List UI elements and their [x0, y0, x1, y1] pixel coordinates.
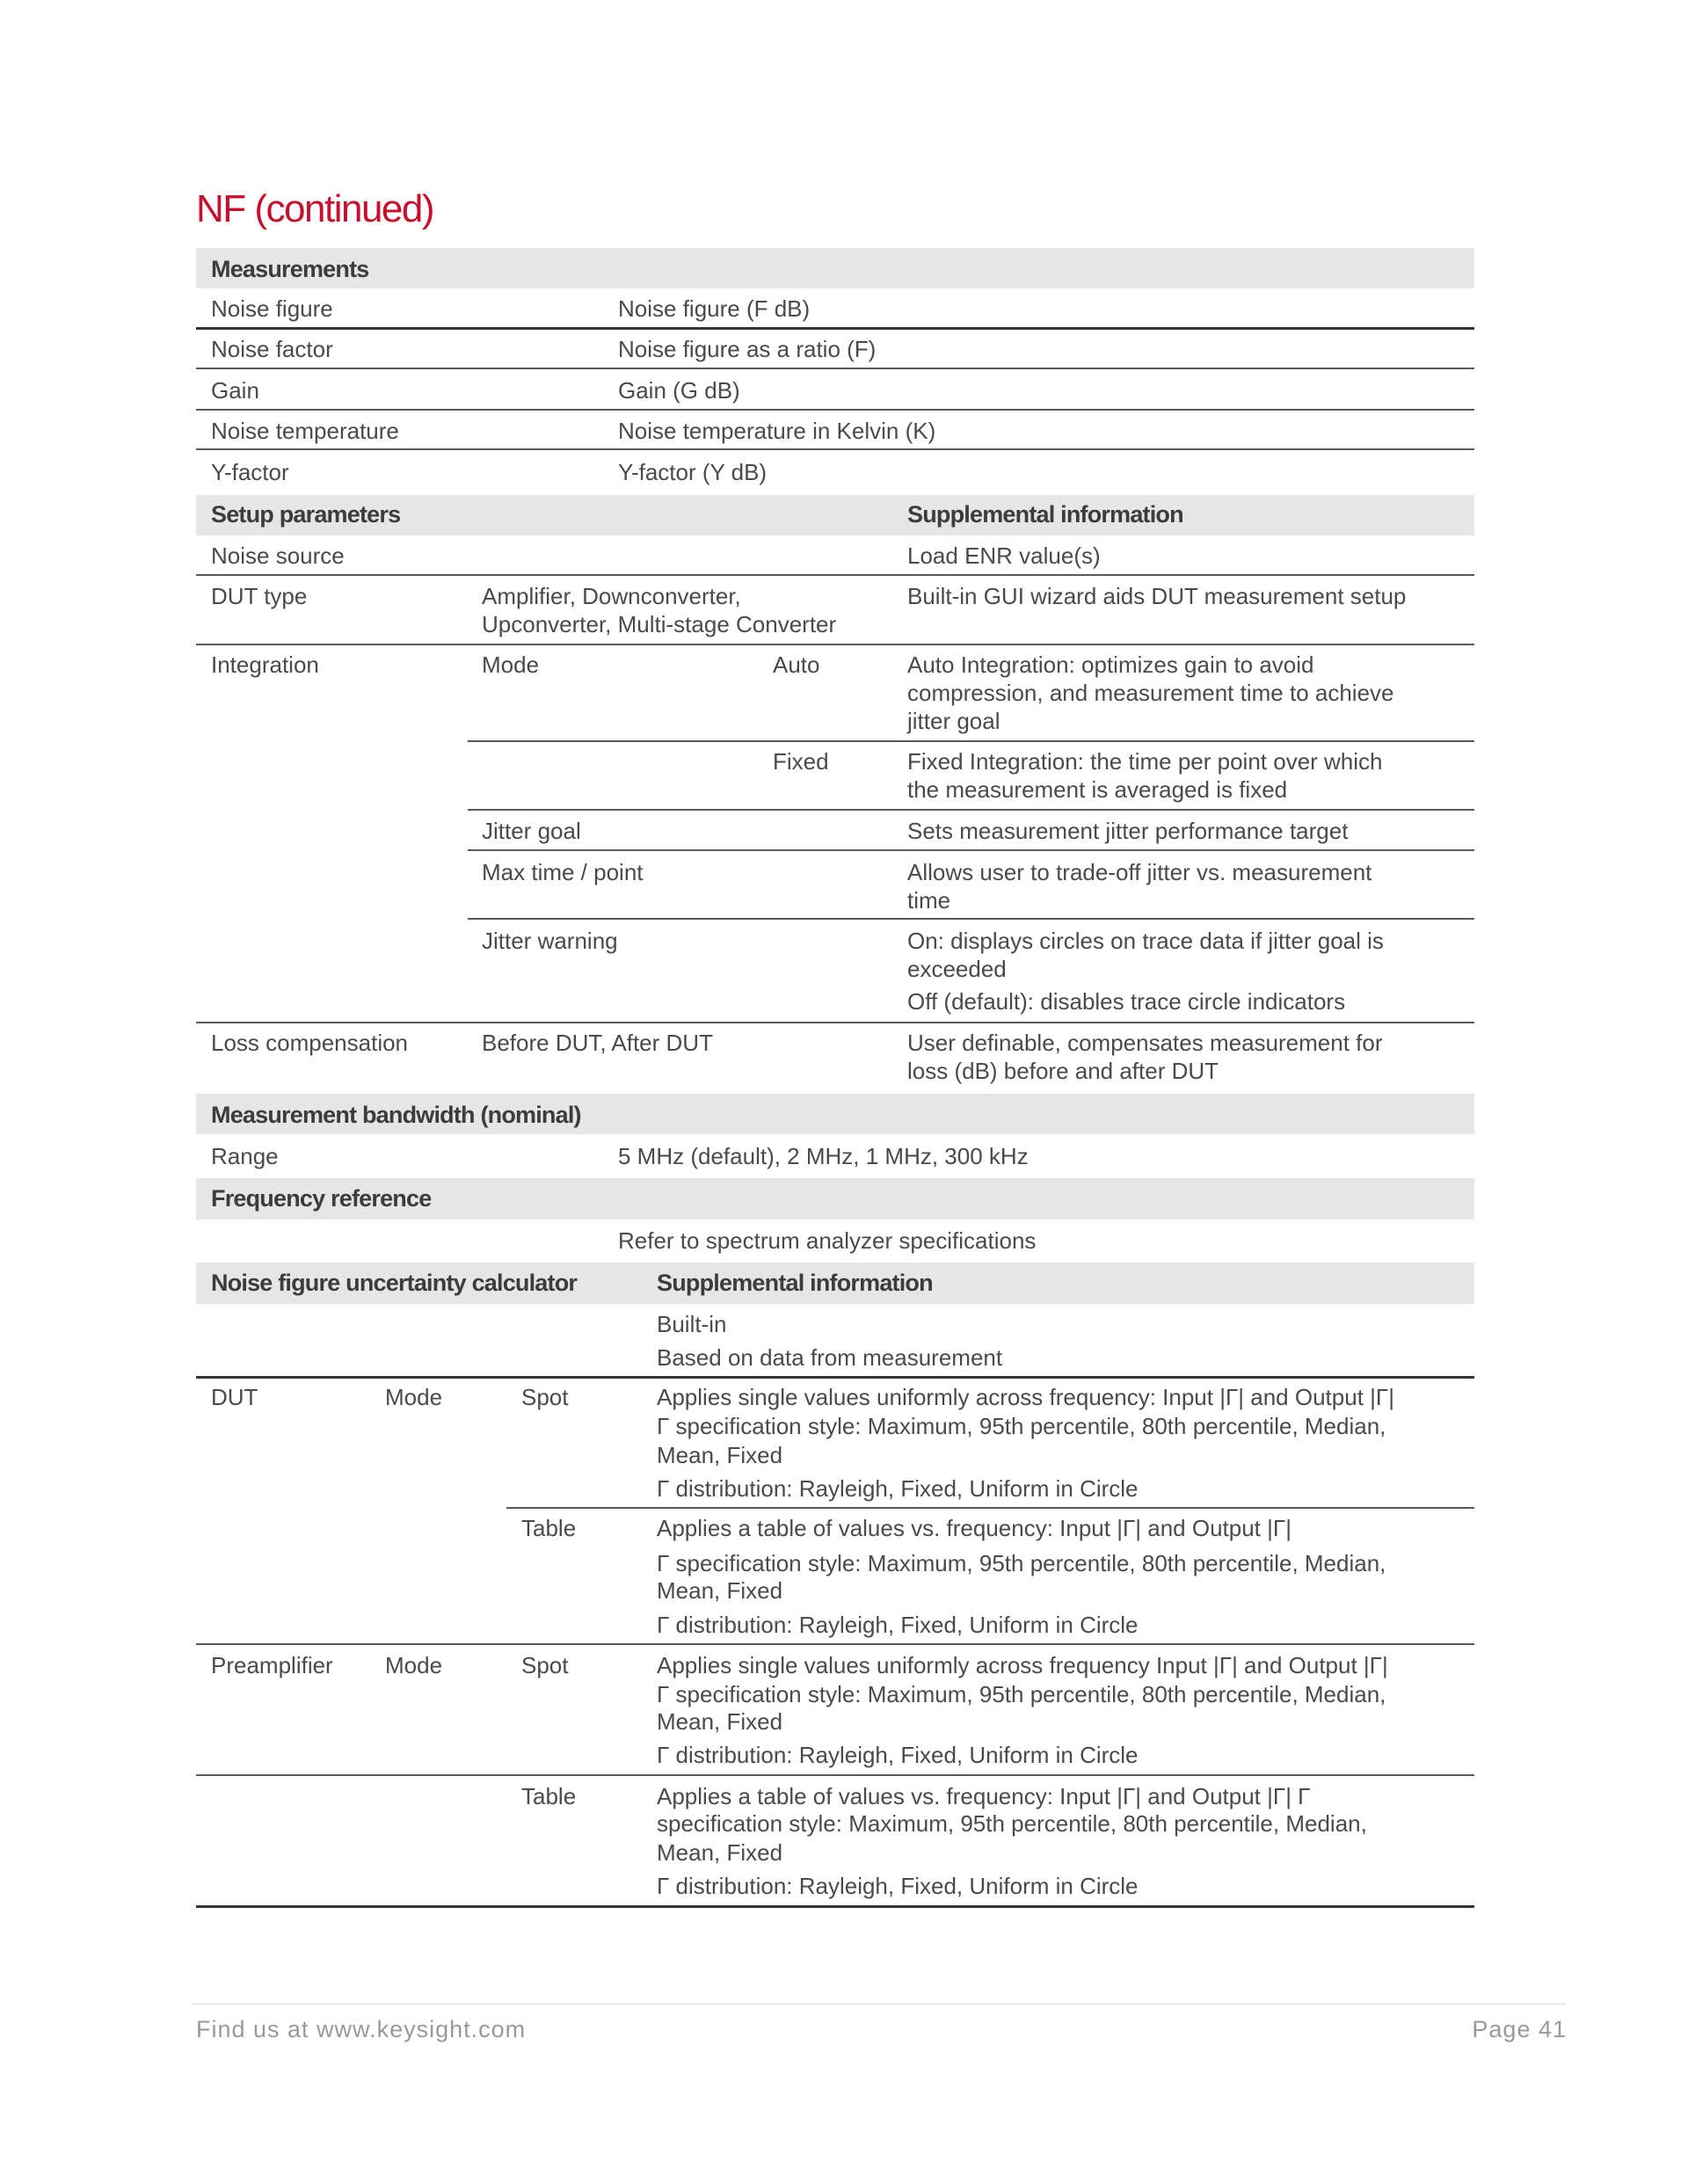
bandwidth-header: Measurement bandwidth (nominal): [211, 1102, 581, 1128]
nfu-supp-header: Supplemental information: [657, 1270, 933, 1296]
max-time-label: Max time / point: [482, 859, 644, 885]
loss-comp-value: Before DUT, After DUT: [482, 1030, 713, 1056]
row-divider: [196, 368, 1474, 369]
max-time-supp: Allows user to trade-off jitter vs. measurement: [907, 859, 1372, 885]
page-number: Page 41: [1472, 2016, 1567, 2042]
dut-type-label: DUT type: [211, 583, 308, 609]
nfu-intro: Based on data from measurement: [657, 1344, 1003, 1371]
range-value: 5 MHz (default), 2 MHz, 1 MHz, 300 kHz: [618, 1143, 1029, 1169]
row-divider: [196, 448, 1474, 450]
noise-source-supp: Load ENR value(s): [907, 542, 1101, 569]
integration-auto: Auto: [773, 652, 820, 678]
setup-supp-header: Supplemental information: [907, 501, 1183, 528]
jitter-goal-supp: Sets measurement jitter performance target: [907, 818, 1349, 844]
measurement-name: Gain: [211, 377, 259, 404]
nfu-table-label: Table: [521, 1783, 577, 1809]
auto-supp: jitter goal: [907, 708, 1000, 734]
nfu-supp: Γ distribution: Rayleigh, Fixed, Uniform in Circle: [657, 1612, 1139, 1638]
freqref-header: Frequency reference: [211, 1185, 432, 1212]
loss-comp-supp: User definable, compensates measurement for: [907, 1030, 1383, 1056]
row-divider: [196, 574, 1474, 576]
nfu-intro: Built-in: [657, 1311, 727, 1337]
setup-header: Setup parameters: [211, 501, 401, 528]
integration-label: Integration: [211, 652, 319, 678]
nfu-spot-label: Spot: [521, 1384, 569, 1410]
measurement-value: Gain (G dB): [618, 377, 740, 404]
nfu-mode-label: Mode: [385, 1652, 443, 1678]
nfu-supp: Applies single values uniformly across frequency: Input |Γ| and Output |Γ|: [657, 1384, 1394, 1410]
range-label: Range: [211, 1143, 279, 1169]
nfu-mode-label: Mode: [385, 1384, 443, 1410]
nfu-supp: Mean, Fixed: [657, 1708, 783, 1735]
measurement-name: Noise temperature: [211, 418, 399, 444]
nfu-spot-label: Spot: [521, 1652, 569, 1678]
row-divider: [196, 1022, 1474, 1023]
jitter-warning-off: Off (default): disables trace circle indicators: [907, 988, 1346, 1015]
row-divider: [468, 740, 1474, 742]
jitter-warning-label: Jitter warning: [482, 928, 618, 954]
measurements-header: Measurements: [211, 256, 369, 282]
loss-comp-supp: loss (dB) before and after DUT: [907, 1058, 1219, 1084]
row-divider: [196, 1376, 1474, 1379]
dut-type-value: Amplifier, Downconverter,: [482, 583, 741, 609]
row-divider: [196, 1774, 1474, 1776]
loss-comp-label: Loss compensation: [211, 1030, 409, 1056]
jitter-goal-label: Jitter goal: [482, 818, 581, 844]
measurement-value: Noise figure (F dB): [618, 295, 811, 322]
nfu-supp: Γ distribution: Rayleigh, Fixed, Uniform in Circle: [657, 1742, 1139, 1768]
row-divider: [468, 849, 1474, 851]
nfu-supp: Γ distribution: Rayleigh, Fixed, Uniform in Circle: [657, 1873, 1139, 1899]
row-divider: [468, 809, 1474, 811]
nfu-preamp-label: Preamplifier: [211, 1652, 333, 1678]
row-divider: [506, 1507, 1474, 1509]
nfu-supp: Mean, Fixed: [657, 1839, 783, 1866]
noise-source-label: Noise source: [211, 542, 345, 569]
row-divider: [468, 918, 1474, 920]
nfu-supp: Mean, Fixed: [657, 1577, 783, 1604]
nfu-table-label: Table: [521, 1515, 577, 1541]
fixed-supp: Fixed Integration: the time per point over which: [907, 748, 1383, 775]
nfu-header: Noise figure uncertainty calculator: [211, 1270, 578, 1296]
footer-rule: [191, 2004, 1567, 2005]
row-divider: [196, 409, 1474, 411]
auto-supp: Auto Integration: optimizes gain to avoid: [907, 652, 1314, 678]
integration-fixed: Fixed: [773, 748, 829, 775]
measurements-header-band: [196, 248, 1474, 288]
nfu-dut-label: DUT: [211, 1384, 258, 1410]
nfu-supp: specification style: Maximum, 95th percentile, 80th percentile, Median,: [657, 1810, 1367, 1837]
table-bottom-rule: [196, 1905, 1474, 1908]
nfu-supp: Applies a table of values vs. frequency: Input |Γ| and Output |Γ| Γ: [657, 1783, 1311, 1809]
nfu-supp: Γ specification style: Maximum, 95th percentile, 80th percentile, Median,: [657, 1681, 1386, 1707]
measurement-name: Noise figure: [211, 295, 333, 322]
nfu-supp: Applies single values uniformly across frequency Input |Γ| and Output |Γ|: [657, 1652, 1388, 1678]
nfu-supp: Mean, Fixed: [657, 1442, 783, 1468]
measurement-value: Noise temperature in Kelvin (K): [618, 418, 936, 444]
dut-type-value: Upconverter, Multi-stage Converter: [482, 611, 837, 637]
measurement-value: Noise figure as a ratio (F): [618, 336, 877, 362]
row-divider: [196, 327, 1474, 330]
footer-link[interactable]: Find us at www.keysight.com: [196, 2016, 527, 2042]
jitter-warning-supp: exceeded: [907, 956, 1007, 982]
page-title: NF (continued): [196, 187, 434, 230]
nfu-supp: Applies a table of values vs. frequency: Input |Γ| and Output |Γ|: [657, 1515, 1291, 1541]
integration-mode-label: Mode: [482, 652, 540, 678]
measurement-name: Noise factor: [211, 336, 333, 362]
measurement-value: Y-factor (Y dB): [618, 459, 768, 485]
fixed-supp: the measurement is averaged is fixed: [907, 776, 1288, 803]
jitter-warning-supp: On: displays circles on trace data if jitter goal is: [907, 928, 1384, 954]
nfu-supp: Γ specification style: Maximum, 95th percentile, 80th percentile, Median,: [657, 1413, 1386, 1439]
nfu-supp: Γ specification style: Maximum, 95th percentile, 80th percentile, Median,: [657, 1550, 1386, 1576]
row-divider: [196, 1643, 1474, 1645]
max-time-supp: time: [907, 887, 951, 914]
measurement-name: Y-factor: [211, 459, 289, 485]
dut-type-supp: Built-in GUI wizard aids DUT measurement setup: [907, 583, 1407, 609]
row-divider: [196, 644, 1474, 645]
auto-supp: compression, and measurement time to achieve: [907, 680, 1394, 706]
freqref-value: Refer to spectrum analyzer specifications: [618, 1227, 1037, 1254]
nfu-supp: Γ distribution: Rayleigh, Fixed, Uniform in Circle: [657, 1475, 1139, 1502]
